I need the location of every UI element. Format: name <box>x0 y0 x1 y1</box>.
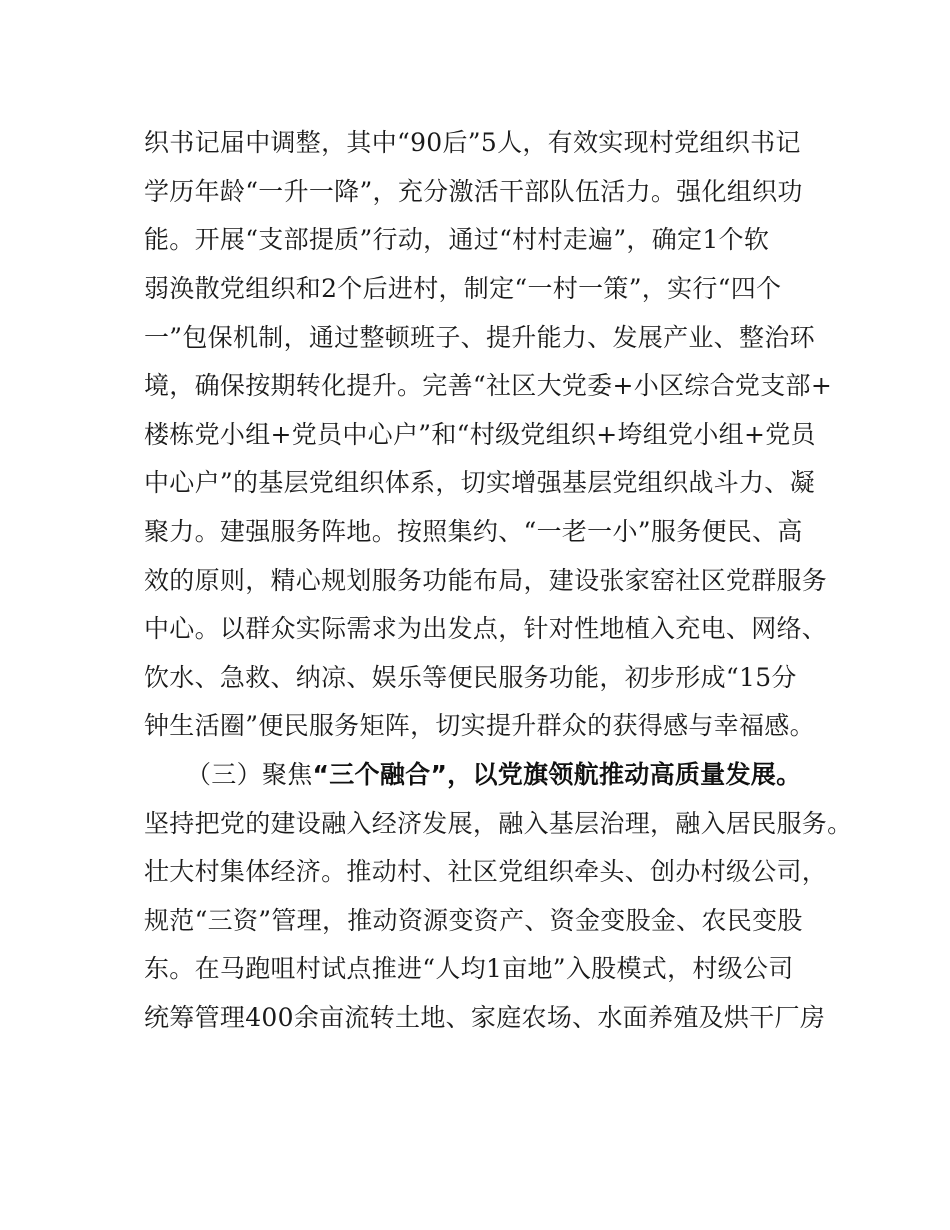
paragraph-line: 钟生活圈”便民服务矩阵，切实提升群众的获得感与幸福感。 <box>144 711 815 740</box>
paragraph-line: 东。在马跑咀村试点推进“人均1亩地”入股模式，村级公司 <box>144 954 794 983</box>
section-heading-number: （三）聚焦 <box>186 760 313 789</box>
paragraph-line: 统筹管理400余亩流转土地、家庭农场、水面养殖及烘干厂房 <box>144 1003 826 1032</box>
paragraph-line: 中心。以群众实际需求为出发点，针对性地植入充电、网络、 <box>144 614 828 643</box>
paragraph-line: 弱涣散党组织和2个后进村，制定“一村一策”，实行“四个 <box>144 274 782 303</box>
paragraph-line: 能。开展“支部提质”行动，通过“村村走遍”，确定1个软 <box>144 225 770 254</box>
paragraph-line: 一”包保机制，通过整顿班子、提升能力、发展产业、整治环 <box>144 323 815 352</box>
paragraph-line: 效的原则，精心规划服务功能布局，建设张家窑社区党群服务 <box>144 566 828 595</box>
paragraph-line: 织书记届中调整，其中“90后”5人，有效实现村党组织书记 <box>144 128 801 157</box>
section-heading-title: “三个融合”，以党旗领航推动高质量发展。 <box>312 760 802 789</box>
paragraph-line: 饮水、急救、纳凉、娱乐等便民服务功能，初步形成“15分 <box>144 663 797 692</box>
paragraph-line: 境，确保按期转化提升。完善“社区大党委+小区综合党支部+ <box>144 371 833 400</box>
paragraph-line: 规范“三资”管理，推动资源变资产、资金变股金、农民变股 <box>144 906 803 935</box>
paragraph-line: 楼栋党小组+党员中心户”和“村级党组织+垮组党小组+党员 <box>144 420 816 449</box>
paragraph-line: 壮大村集体经济。推动村、社区党组织牵头、创办村级公司， <box>144 857 828 886</box>
paragraph-line: 中心户”的基层党组织体系，切实增强基层党组织战斗力、凝 <box>144 468 815 497</box>
paragraph-line: 坚持把党的建设融入经济发展，融入基层治理，融入居民服务。 <box>144 809 853 838</box>
paragraph-line: 学历年龄“一升一降”，充分激活干部队伍活力。强化组织功 <box>144 177 803 206</box>
paragraph-line: 聚力。建强服务阵地。按照集约、“一老一小”服务便民、高 <box>144 517 803 546</box>
section-heading <box>186 760 801 790</box>
